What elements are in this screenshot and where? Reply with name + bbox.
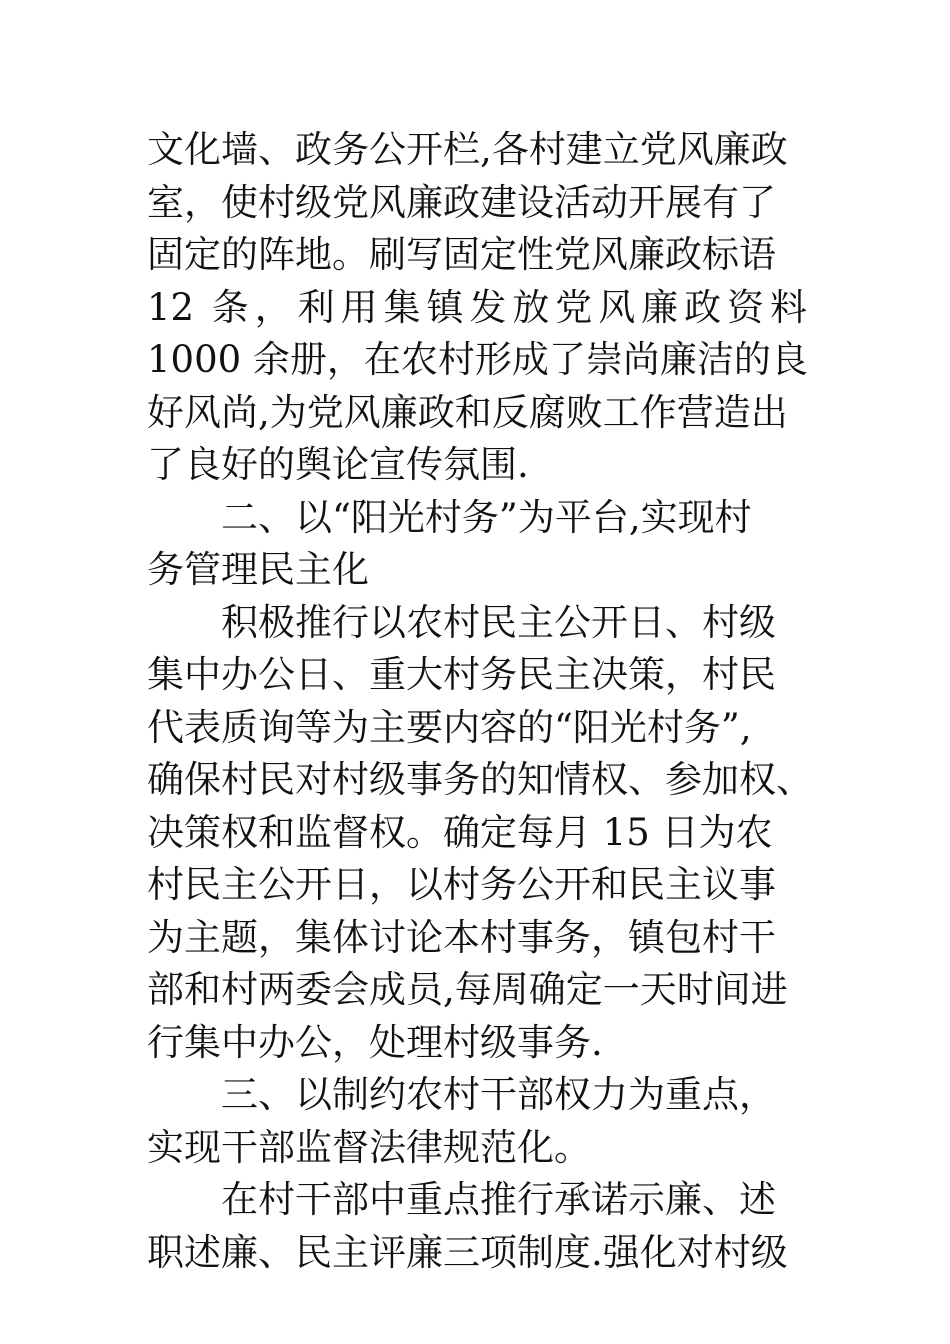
text-line: 1000 余册，在农村形成了崇尚廉洁的良 [147,338,808,381]
text-line: 在村干部中重点推行承诺示廉、述 [221,1178,776,1221]
text-line: 确保村民对村级事务的知情权、参加权、 [147,758,813,801]
text-line: 12 条，利用集镇发放党风廉政资料 [147,285,807,329]
text-line: 好风尚,为党风廉政和反腐败工作营造出 [147,390,788,434]
text-line: 固定的阵地。刷写固定性党风廉政标语 [147,233,776,276]
text-line: 部和村两委会成员,每周确定一天时间进 [147,968,788,1011]
text-line: 文化墙、政务公开栏,各村建立党风廉政 [147,128,788,171]
text-line: 了良好的舆论宣传氛围. [147,443,529,486]
section-heading-line: 二、以“阳光村务”为平台,实现村 [221,495,752,539]
text-line: 室，使村级党风廉政建设活动开展有了 [147,180,776,224]
text-line: 集中办公日、重大村务民主决策，村民 [147,653,776,696]
text-line: 村民主公开日，以村务公开和民主议事 [147,863,776,906]
text-line: 为主题，集体讨论本村事务，镇包村干 [147,915,776,959]
text-line: 代表质询等为主要内容的“阳光村务”, [147,705,752,749]
section-heading-line: 三、以制约农村干部权力为重点， [221,1073,776,1116]
text-line: 行集中办公，处理村级事务. [147,1020,603,1064]
section-heading-line: 务管理民主化 [147,548,369,591]
text-line: 职述廉、民主评廉三项制度.强化对村级 [147,1230,788,1274]
body-text [147,124,813,1279]
section-heading-line: 实现干部监督法律规范化。 [147,1125,591,1169]
text-line: 积极推行以农村民主公开日、村级 [221,600,776,644]
text-line: 决策权和监督权。确定每月 15 日为农 [147,810,773,854]
